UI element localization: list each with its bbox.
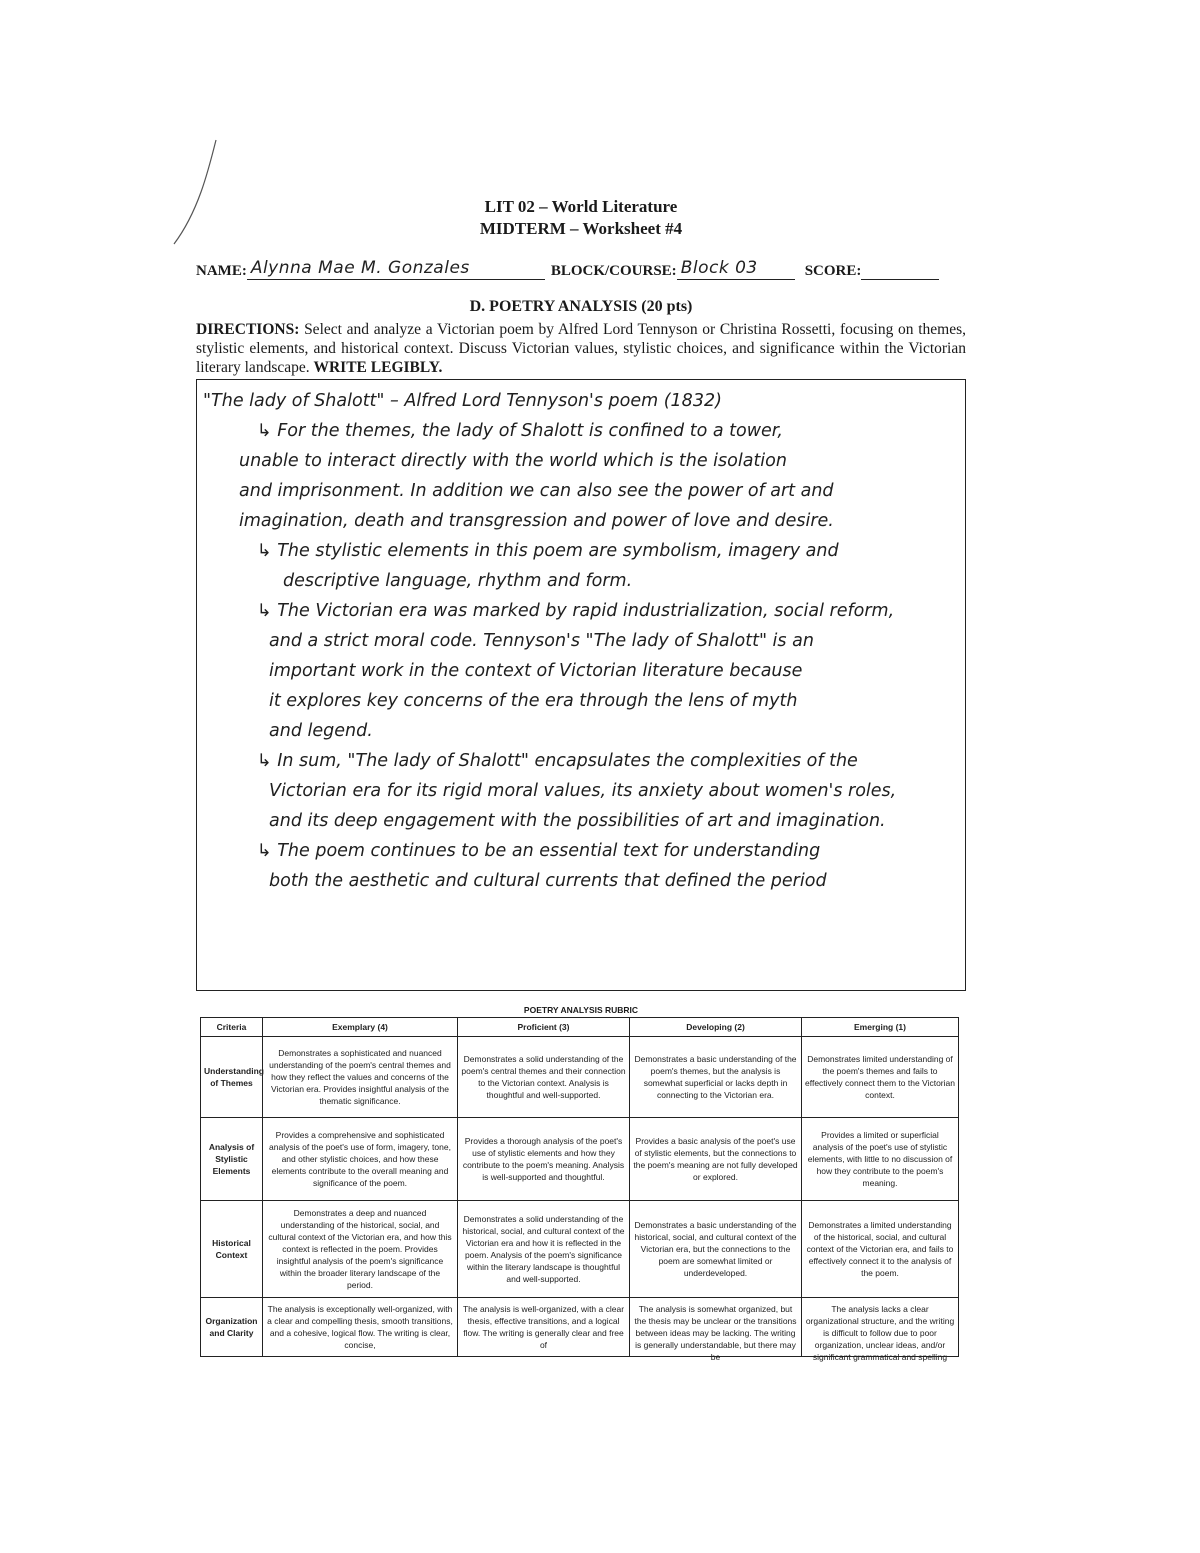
rubric-cell: Demonstrates a deep and nuanced understanding of the historical, social, and cultural context of the Victorian era, and how this context is reflected in the poem. Provides insightful analysis of the poem's significance within the broader literary landscape of the period.	[263, 1201, 458, 1298]
section-title: D. POETRY ANALYSIS (20 pts)	[469, 298, 693, 315]
answer-line: ↳ The Victorian era was marked by rapid industrialization, social reform,	[257, 601, 895, 621]
rubric-cell: Demonstrates a solid understanding of the poem's central themes and their connection to the Victorian context. Analysis is thoughtful and well-supported.	[458, 1037, 630, 1118]
rubric-header-cell: Proficient (3)	[458, 1018, 630, 1037]
answer-line: ↳ The poem continues to be an essential text for understanding	[257, 841, 821, 861]
rubric-header-cell: Emerging (1)	[802, 1018, 959, 1037]
rubric-cell-text: The analysis is exceptionally well-organized, with a clear and compelling thesis, smooth transitions, and a cohesive, logical flow. The writing is clear, concise,	[267, 1304, 453, 1350]
answer-line: and imprisonment. In addition we can also see the power of art and	[239, 481, 834, 501]
answer-line: and a strict moral code. Tennyson's "The lady of Shalott" is an	[269, 631, 814, 651]
rubric-row	[201, 1118, 959, 1201]
rubric-criteria: Organization and Clarity	[201, 1298, 263, 1357]
rubric-cell: Demonstrates a solid understanding of the historical, social, and cultural context of the Victorian era and how it is reflected in the poem. Analysis of the poem's significance within the literary landscape is thoughtful and well-supported.	[458, 1201, 630, 1298]
score-label: SCORE:	[804, 263, 862, 279]
rubric-cell: Provides a basic analysis of the poet's use of stylistic elements, but the connections to the poem's meaning are not fully developed or explored.	[630, 1118, 802, 1201]
name-label: NAME:	[196, 263, 247, 279]
rubric-cell: Demonstrates a sophisticated and nuanced understanding of the poem's central themes and how they reflect the values and concerns of the Victorian era. Provides insightful analysis of the thematic significance.	[263, 1037, 458, 1118]
course-title: LIT 02 – World Literature	[484, 197, 678, 216]
rubric-cell: Demonstrates a basic understanding of the historical, social, and cultural context of the Victorian era, but the connections to the poem are somewhat limited or underdeveloped.	[630, 1201, 802, 1298]
directions-emphasis: WRITE LEGIBLY.	[313, 359, 443, 376]
rubric-cell-text: The analysis is well-organized, with a clear thesis, effective transitions, and a logical flow. The writing is generally clear and free of	[462, 1304, 625, 1350]
answer-line: ↳ The stylistic elements in this poem are symbolism, imagery and	[257, 541, 839, 561]
answer-line: "The lady of Shalott" – Alfred Lord Tennyson's poem (1832)	[203, 391, 722, 411]
answer-line: Victorian era for its rigid moral values, its anxiety about women's roles,	[269, 781, 897, 801]
rubric-table	[200, 1017, 959, 1362]
rubric-cell	[630, 1298, 802, 1362]
rubric-row	[201, 1201, 959, 1298]
answer-line: it explores key concerns of the era through the lens of myth	[269, 691, 798, 711]
rubric-cell	[802, 1298, 959, 1362]
answer-line: ↳ For the themes, the lady of Shalott is confined to a tower,	[257, 421, 783, 441]
answer-line: unable to interact directly with the world which is the isolation	[239, 451, 787, 471]
rubric-criteria: Analysis of Stylistic Elements	[201, 1118, 263, 1201]
rubric-cell-text: The analysis is somewhat organized, but the thesis may be unclear or the transitions between ideas may be lacking. The writing is generally understandable, but there may be	[634, 1304, 797, 1362]
rubric-header-cell: Criteria	[201, 1018, 263, 1037]
rubric-cell: Provides a comprehensive and sophisticated analysis of the poet's use of form, imagery, tone, and other stylistic choices, and how these elements contribute to the overall meaning and significance of the poem.	[263, 1118, 458, 1201]
answer-line: important work in the context of Victorian literature because	[269, 661, 803, 681]
answer-line: and legend.	[269, 721, 373, 741]
answer-line: imagination, death and transgression and power of love and desire.	[239, 511, 834, 531]
rubric-criteria: Historical Context	[201, 1201, 263, 1298]
rubric-cell: Provides a thorough analysis of the poet's use of stylistic elements and how they contribute to the poem's meaning. Analysis is well-supported and thoughtful.	[458, 1118, 630, 1201]
identity-row	[196, 258, 966, 280]
rubric-cell: Demonstrates limited understanding of the poem's themes and fails to effectively connect them to the Victorian context.	[802, 1037, 959, 1118]
rubric-cell: Demonstrates a limited understanding of the historical, social, and cultural context of the Victorian era, and fails to effectively connect it to the analysis of the poem.	[802, 1201, 959, 1298]
block-label: BLOCK/COURSE:	[550, 263, 677, 279]
worksheet	[196, 196, 967, 1362]
worksheet-title: MIDTERM – Worksheet #4	[479, 219, 683, 238]
rubric-criteria: Understanding of Themes	[201, 1037, 263, 1118]
score-field[interactable]	[861, 278, 939, 280]
block-field[interactable]: Block 03	[677, 258, 795, 280]
answer-line: ↳ In sum, "The lady of Shalott" encapsulates the complexities of the	[257, 751, 858, 771]
name-field[interactable]: Alynna Mae M. Gonzales	[247, 258, 545, 280]
rubric-header-cell: Exemplary (4)	[263, 1018, 458, 1037]
rubric-header-cell: Developing (2)	[630, 1018, 802, 1037]
rubric-cell	[458, 1298, 630, 1357]
answer-line: and its deep engagement with the possibilities of art and imagination.	[269, 811, 886, 831]
answer-line: both the aesthetic and cultural currents that defined the period	[269, 871, 827, 891]
directions-label: DIRECTIONS:	[196, 321, 300, 338]
rubric-row	[201, 1037, 959, 1118]
answer-box[interactable]	[196, 379, 966, 991]
rubric-cell: Demonstrates a basic understanding of the poem's themes, but the analysis is somewhat superficial or lacks depth in connecting to the Victorian era.	[630, 1037, 802, 1118]
worksheet-header	[196, 196, 966, 240]
rubric-row	[201, 1298, 959, 1357]
rubric-title: POETRY ANALYSIS RUBRIC	[523, 1005, 639, 1015]
answer-line: descriptive language, rhythm and form.	[283, 571, 633, 591]
rubric-header-row	[201, 1018, 959, 1037]
directions-text: Select and analyze a Victorian poem by Alfred Lord Tennyson or Christina Rossetti, focusing on themes, stylistic elements, and historical context. Discuss Victorian values, stylistic choices, and significance within the Victorian literary landscape.	[196, 321, 967, 376]
rubric-cell: Provides a limited or superficial analysis of the poet's use of stylistic elements, with little to no discussion of how they contribute to the poem's meaning.	[802, 1118, 959, 1201]
rubric-cell	[263, 1298, 458, 1357]
directions	[196, 320, 966, 377]
rubric-cell-text: The analysis lacks a clear organizational structure, and the writing is difficult to follow due to poor organization, unclear ideas, and/or significant grammatical and spelling	[805, 1304, 955, 1362]
